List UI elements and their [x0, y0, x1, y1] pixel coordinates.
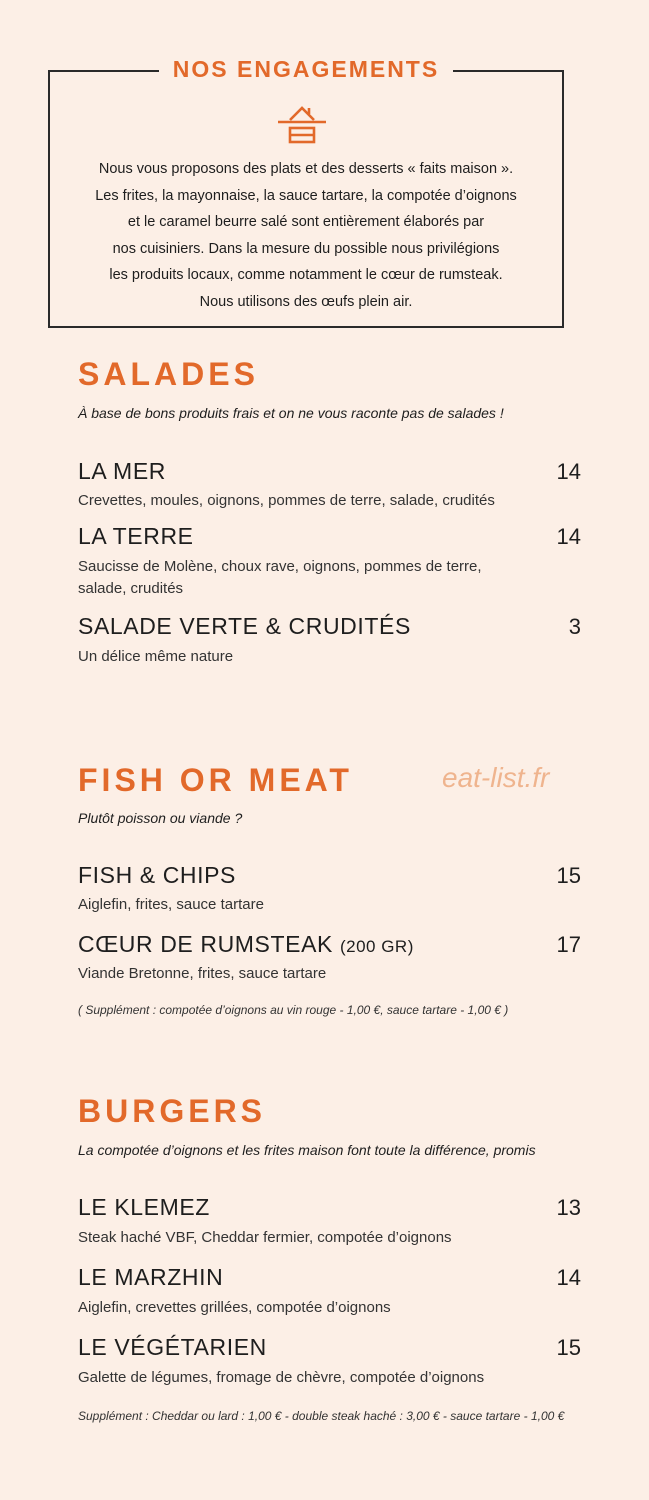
menu-item-qty: (200 GR) — [339, 937, 414, 956]
menu-item-desc: Aiglefin, crevettes grillées, compotée d’oignons — [78, 1299, 391, 1316]
menu-item-desc: Viande Bretonne, frites, sauce tartare — [78, 965, 327, 982]
menu-item-price: 14 — [556, 1265, 581, 1290]
menu-item-price: 3 — [568, 614, 581, 639]
burgers-subtitle: La compotée d’oignons et les frites maison font toute la différence, promis — [78, 1142, 536, 1158]
engagements-line: les produits locaux, comme notamment le cœur de rumsteak. — [109, 267, 503, 283]
engagements-line: nos cuisiniers. Dans la mesure du possible nous privilégions — [112, 240, 500, 257]
engagements-title-wrap — [50, 56, 562, 83]
engagements-line: Les frites, la mayonnaise, la sauce tartare, la compotée d’oignons — [95, 187, 517, 204]
salades-title: SALADES — [78, 356, 259, 392]
menu-item-name-wrap — [78, 931, 414, 958]
menu-item-price: 14 — [556, 459, 581, 484]
menu-item-price: 15 — [556, 863, 581, 888]
menu-item-name: LE KLEMEZ — [78, 1194, 210, 1220]
menu-item-name: LA MER — [78, 458, 166, 484]
supplement-note: ( Supplément : compotée d’oignons au vin rouge - 1,00 €, sauce tartare - 1,00 € ) — [78, 1003, 509, 1017]
menu-item-price: 13 — [556, 1195, 581, 1220]
menu-item-desc: Saucisse de Molène, choux rave, oignons, pommes de terre, salade, crudités — [78, 558, 482, 597]
menu-item-name: CŒUR DE RUMSTEAK — [78, 931, 333, 957]
supplement-note: Supplément : Cheddar ou lard : 1,00 € - double steak haché : 3,00 € - sauce tartare - 1,00 € — [78, 1409, 565, 1423]
menu-item-price: 17 — [556, 932, 581, 957]
menu-item-name: LE MARZHIN — [78, 1264, 224, 1290]
engagements-line: Nous vous proposons des plats et des desserts « faits maison ». — [98, 161, 514, 177]
menu-item-desc: Un délice même nature — [78, 648, 234, 665]
burgers-title: BURGERS — [78, 1093, 267, 1129]
engagements-line: Nous utilisons des œufs plein air. — [199, 293, 413, 310]
engagements-text — [50, 156, 562, 315]
menu-item-name: LE VÉGÉTARIEN — [78, 1334, 267, 1360]
menu-item-desc: Steak haché VBF, Cheddar fermier, compotée d’oignons — [78, 1229, 452, 1246]
menu-item-name: SALADE VERTE & CRUDITÉS — [78, 613, 411, 639]
fish-meat-title: FISH OR MEAT — [78, 762, 353, 798]
menu-item-price: 14 — [556, 524, 581, 549]
salades-subtitle: À base de bons produits frais et on ne vous raconte pas de salades ! — [78, 405, 504, 421]
menu-item-name: LA TERRE — [78, 523, 194, 549]
menu-item-desc: Galette de légumes, fromage de chèvre, compotée d’oignons — [78, 1369, 485, 1386]
engagements-title: NOS ENGAGEMENTS — [159, 56, 453, 82]
engagements-line: et le caramel beurre salé sont entièrement élaborés par — [127, 214, 485, 230]
engagements-box — [48, 56, 564, 328]
fish-meat-subtitle: Plutôt poisson ou viande ? — [78, 810, 243, 826]
watermark: eat-list.fr — [442, 762, 550, 793]
menu-item-desc: Aiglefin, frites, sauce tartare — [78, 896, 264, 913]
menu-item-name: FISH & CHIPS — [78, 862, 237, 888]
menu-item-desc: Crevettes, moules, oignons, pommes de terre, salade, crudités — [78, 492, 495, 509]
house-icon — [276, 102, 328, 144]
menu-item-price: 15 — [556, 1335, 581, 1360]
